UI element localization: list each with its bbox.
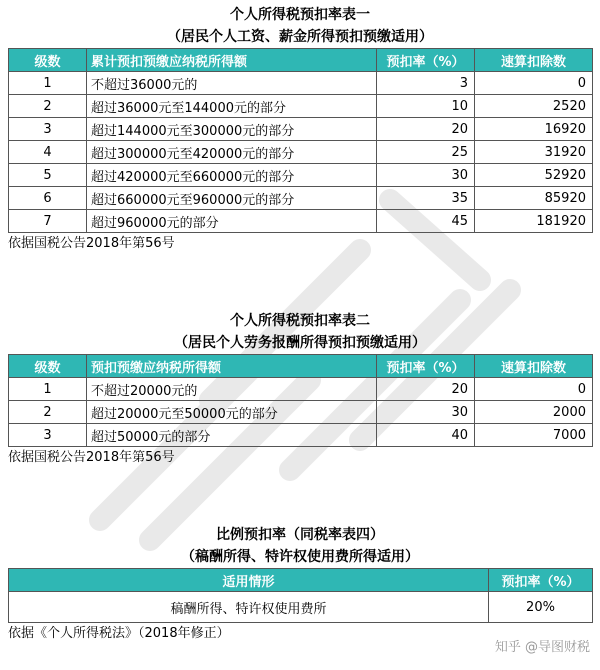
table-cell-income: 超过300000元至420000元的部分 [87, 141, 377, 164]
table-row [9, 72, 593, 95]
table1-subtitle: （居民个人工资、薪金所得预扣预缴适用） [167, 29, 433, 45]
table-cell-level: 5 [9, 164, 87, 187]
table-cell-level: 1 [9, 378, 87, 401]
table1-title: 个人所得税预扣率表一 [230, 7, 370, 23]
watermark-text: 知乎 @导图财税 [494, 640, 590, 655]
table-row [9, 95, 593, 118]
table-row [9, 187, 593, 210]
table1-header-level: 级数 [9, 49, 87, 72]
table-row [9, 401, 593, 424]
table-cell-deduction: 85920 [475, 187, 593, 210]
table-cell-deduction: 2520 [475, 95, 593, 118]
table2-subtitle: （居民个人劳务报酬所得预扣预缴适用） [174, 335, 426, 351]
table-cell-rate: 30 [377, 401, 475, 424]
table1-header-row [9, 49, 593, 72]
table3-note: 依据《个人所得税法》（2018年修正） [8, 626, 230, 641]
table-cell-income: 超过420000元至660000元的部分 [87, 164, 377, 187]
table1-header-income: 累计预扣预缴应纳税所得额 [87, 49, 377, 72]
table-row [9, 141, 593, 164]
table3-header-row [9, 569, 593, 592]
table3 [8, 568, 593, 623]
table-cell-deduction: 181920 [475, 210, 593, 233]
table-cell-rate: 45 [377, 210, 475, 233]
table-cell-rate: 10 [377, 95, 475, 118]
table-cell-rate: 30 [377, 164, 475, 187]
table-row [9, 424, 593, 447]
table-cell-deduction: 7000 [475, 424, 593, 447]
table2-header-deduction: 速算扣除数 [475, 355, 593, 378]
table1-header-rate: 预扣率（%） [377, 49, 475, 72]
table-cell-income: 超过36000元至144000元的部分 [87, 95, 377, 118]
table-cell-level: 1 [9, 72, 87, 95]
table-cell-situation: 稿酬所得、特许权使用费所 [9, 592, 489, 623]
table-cell-income: 超过20000元至50000元的部分 [87, 401, 377, 424]
table2-header-income: 预扣预缴应纳税所得额 [87, 355, 377, 378]
table2-header-rate: 预扣率（%） [377, 355, 475, 378]
table-cell-deduction: 2000 [475, 401, 593, 424]
table-cell-deduction: 0 [475, 72, 593, 95]
table-cell-income: 不超过20000元的 [87, 378, 377, 401]
table-cell-income: 超过50000元的部分 [87, 424, 377, 447]
table-cell-rate: 20 [377, 378, 475, 401]
table-cell-rate: 40 [377, 424, 475, 447]
table-cell-deduction: 0 [475, 378, 593, 401]
table-cell-level: 2 [9, 401, 87, 424]
table-cell-level: 2 [9, 95, 87, 118]
table3-title: 比例预扣率（同税率表四） [216, 527, 384, 543]
table-cell-deduction: 16920 [475, 118, 593, 141]
table-cell-income: 超过660000元至960000元的部分 [87, 187, 377, 210]
table-cell-deduction: 31920 [475, 141, 593, 164]
table-row [9, 378, 593, 401]
table-cell-level: 3 [9, 424, 87, 447]
table-cell-rate: 25 [377, 141, 475, 164]
table2-header-level: 级数 [9, 355, 87, 378]
table3-subtitle: （稿酬所得、特许权使用费所得适用） [181, 549, 419, 565]
table2-header-row [9, 355, 593, 378]
table-cell-rate: 20 [377, 118, 475, 141]
table2 [8, 354, 593, 447]
table-row [9, 592, 593, 623]
table2-section [8, 310, 592, 468]
table-cell-income: 超过144000元至300000元的部分 [87, 118, 377, 141]
table1-note: 依据国税公告2018年第56号 [8, 236, 175, 251]
table1-section [8, 4, 592, 254]
table3-header-rate: 预扣率（%） [489, 569, 593, 592]
table2-note: 依据国税公告2018年第56号 [8, 450, 175, 465]
table2-title: 个人所得税预扣率表二 [230, 313, 370, 329]
table-cell-income: 不超过36000元的 [87, 72, 377, 95]
table-cell-level: 6 [9, 187, 87, 210]
table-cell-level: 3 [9, 118, 87, 141]
table-cell-income: 超过960000元的部分 [87, 210, 377, 233]
table-cell-level: 7 [9, 210, 87, 233]
table-row [9, 118, 593, 141]
table-cell-rate: 35 [377, 187, 475, 210]
table1-header-deduction: 速算扣除数 [475, 49, 593, 72]
table-cell-level: 4 [9, 141, 87, 164]
table1 [8, 48, 593, 233]
table3-header-situation: 适用情形 [9, 569, 489, 592]
table-row [9, 210, 593, 233]
table-cell-rate: 20% [489, 592, 593, 623]
table-row [9, 164, 593, 187]
table-cell-rate: 3 [377, 72, 475, 95]
table3-section [8, 524, 592, 644]
table-cell-deduction: 52920 [475, 164, 593, 187]
